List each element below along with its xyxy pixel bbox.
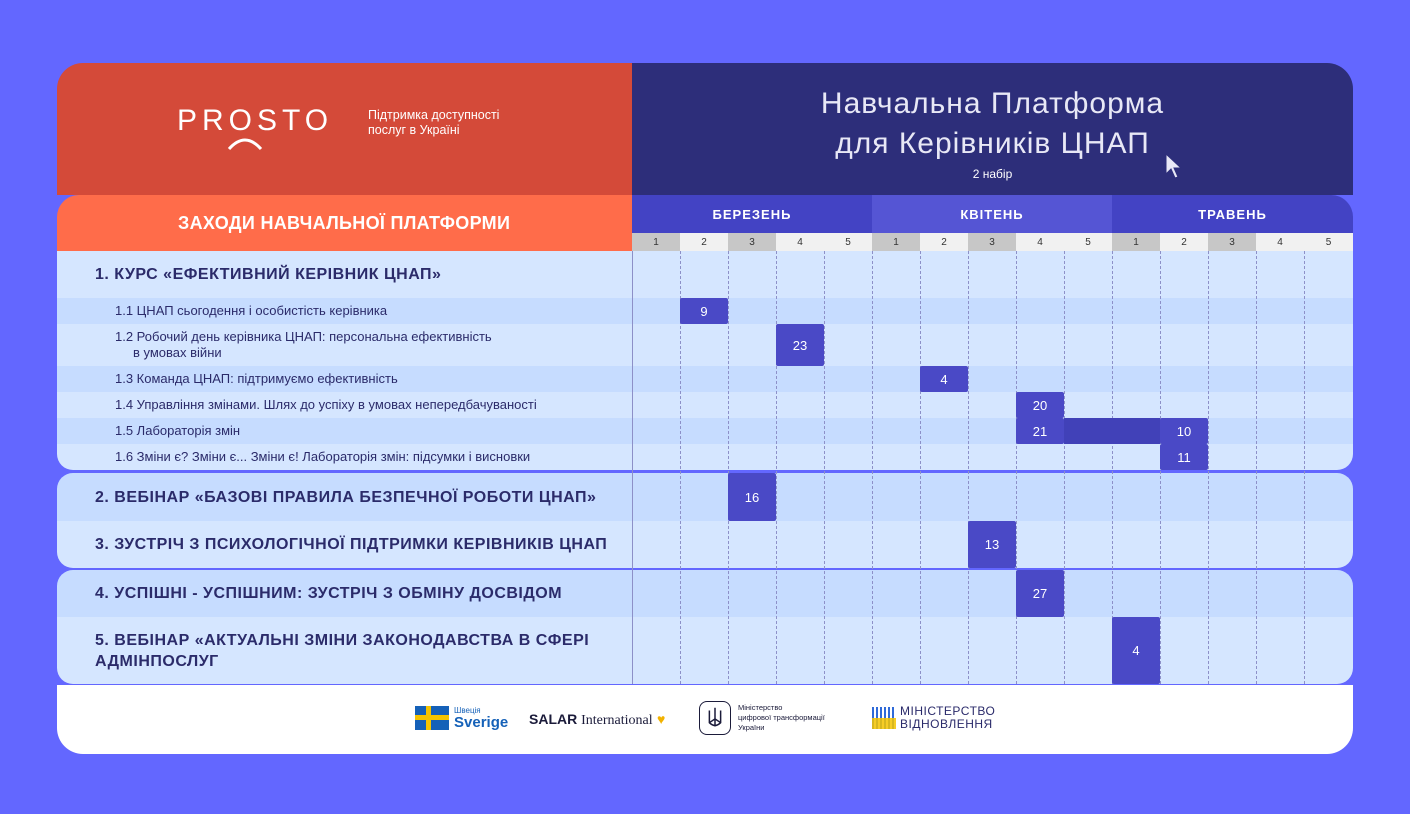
activity-label [95,251,625,298]
activity-label-text [115,371,398,387]
activity-label-text [95,630,589,672]
activity-label-text [115,329,492,361]
week-header: 1 [632,233,680,251]
event-date-marker: 4 [1112,617,1160,684]
activity-label-line-1: 3. ЗУСТРІЧ З ПСИХОЛОГІЧНОЇ ПІДТРИМКИ КЕРІВНИКІВ ЦНАП [95,536,608,553]
week-header: 1 [872,233,920,251]
table-divider [632,251,633,684]
activity-label-text [115,303,387,319]
salar-name: SALAR [529,711,578,727]
activity-label [95,521,625,568]
event-date-marker: 9 [680,298,728,324]
event-date-marker: 10 [1160,418,1208,444]
week-gridline [920,251,921,684]
activity-label-line-1: 1.4 Управління змінами. Шлях до успіху в умовах непередбачуваності [115,397,537,412]
activity-label-text [115,397,537,413]
mdt-line-2: цифрової трансформації [738,713,825,722]
mdt-line-1: Міністерство [738,703,783,712]
mr-line-1: МІНІСТЕРСТВО [900,704,996,718]
event-date-marker: 23 [776,324,824,366]
week-gridline [824,251,825,684]
week-gridline [1256,251,1257,684]
week-header: 2 [680,233,728,251]
activity-label [95,473,625,521]
salar-logo [529,711,653,729]
activity-label [115,324,625,366]
activity-label-line-2: в умовах війни [133,345,222,360]
activity-label [95,617,625,684]
week-header: 3 [968,233,1016,251]
week-gridline [1016,251,1017,684]
salar-international: International [581,713,653,728]
month-header: КВІТЕНЬ [872,195,1112,233]
activity-label-line-1: 2. ВЕБІНАР «БАЗОВІ ПРАВИЛА БЕЗПЕЧНОЇ РОБОТИ ЦНАП» [95,488,597,506]
ministry-digital-logo [738,703,853,733]
week-header: 4 [1256,233,1304,251]
event-date-marker: 4 [920,366,968,392]
sweden-flag-cross-v [426,706,431,730]
week-header: 5 [1304,233,1353,251]
activity-label-text [115,423,240,439]
cursor-icon [1163,152,1185,182]
activities-header: ЗАХОДИ НАВЧАЛЬНОЇ ПЛАТФОРМИ [57,195,633,251]
event-date-marker: 20 [1016,392,1064,418]
activity-label [115,392,625,418]
month-header: БЕРЕЗЕНЬ [632,195,872,233]
activity-label-line-1: 1.5 Лабораторія змін [115,423,241,438]
week-gridline [968,251,969,684]
activity-label-text [95,583,562,604]
week-gridline [1208,251,1209,684]
activity-label [115,298,625,324]
event-range-bar [1064,418,1160,444]
week-header: 3 [1208,233,1256,251]
trident-icon [699,701,731,735]
logo-smile-icon [227,137,263,151]
activity-label-text [95,487,596,508]
activity-label [95,570,625,617]
week-gridline [1304,251,1305,684]
heart-icon: ♥ [657,711,666,727]
week-header: 2 [920,233,968,251]
week-gridline [728,251,729,684]
activity-label [115,418,625,444]
month-header: ТРАВЕНЬ [1112,195,1353,233]
week-header: 1 [1112,233,1160,251]
ministry-restoration-logo [900,705,995,731]
brand-tagline [368,108,538,138]
mr-line-2: ВІДНОВЛЕННЯ [900,717,993,731]
activity-label-line-1: 1.2 Робочий день керівника ЦНАП: персональна ефективність [115,329,492,344]
mdt-line-3: України [738,723,765,732]
week-gridline [1064,251,1065,684]
activity-label-text [115,449,530,465]
activity-label-line-1: 4. УСПІШНІ - УСПІШНИМ: ЗУСТРІЧ З ОБМІНУ ДОСВІДОМ [95,585,563,602]
activity-label-line-1: 1.1 ЦНАП сьогодення і особистість керівника [115,303,388,318]
event-date-marker: 11 [1160,444,1208,470]
activity-label [115,366,625,392]
title-line-1: Навчальна Платформа [820,87,1165,120]
activity-label-text [95,264,441,285]
activity-label-line-1: 1.3 Команда ЦНАП: підтримуємо ефективність [115,371,398,386]
prosto-logo: PROSTO [177,104,334,137]
activity-label-line-1: 1. КУРС «ЕФЕКТИВНИЙ КЕРІВНИК ЦНАП» [95,266,442,283]
header-brand-panel [57,63,633,195]
week-header: 2 [1160,233,1208,251]
week-gridline [872,251,873,684]
page-title [632,84,1353,164]
week-header: 3 [728,233,776,251]
activity-label [115,444,625,470]
title-line-2: для Керівників ЦНАП [835,127,1150,160]
week-header: 5 [824,233,872,251]
event-date-marker: 27 [1016,570,1064,617]
page-subtitle: 2 набір [972,167,1013,181]
activity-label-line-1: 1.6 Зміни є? Зміни є... Зміни є! Лабораторія змін: підсумки і висновки [115,449,531,464]
activity-label-line-2: АДМІНПОСЛУГ [95,652,219,670]
ministry-restoration-icon [872,707,896,729]
sweden-flag-cross-h [415,715,449,720]
week-header: 4 [1016,233,1064,251]
week-header: 5 [1064,233,1112,251]
sweden-label: Sverige [454,714,509,731]
activity-label-text [95,534,607,555]
tagline-line-2: послуг в Україні [368,123,460,137]
week-header: 4 [776,233,824,251]
event-date-marker: 21 [1016,418,1064,444]
week-gridline [776,251,777,684]
sweden-label-small: Швеція [454,706,481,715]
event-date-marker: 13 [968,521,1016,568]
tagline-line-1: Підтримка доступності [368,108,500,122]
activity-label-line-1: 5. ВЕБІНАР «АКТУАЛЬНІ ЗМІНИ ЗАКОНОДАВСТВА В СФЕРІ [95,631,590,649]
event-date-marker: 16 [728,473,776,521]
